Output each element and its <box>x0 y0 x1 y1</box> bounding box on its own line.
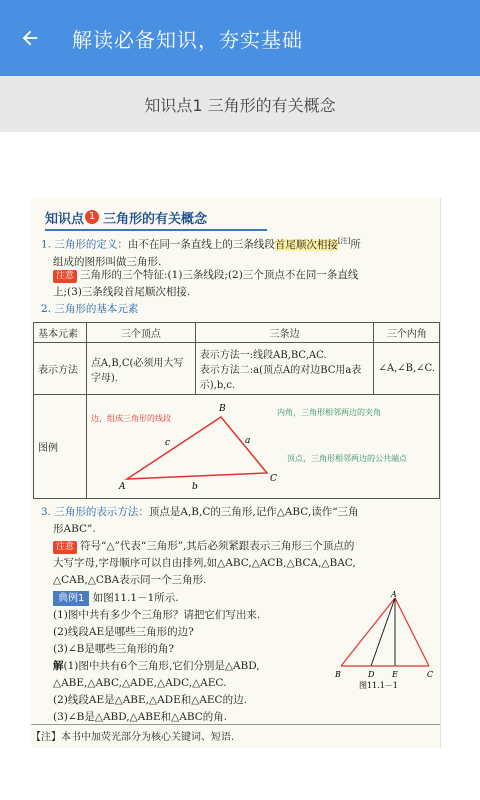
fig-label-d: D <box>368 670 375 679</box>
table-header: 三个顶点 <box>86 323 195 343</box>
notation-paragraph <box>41 504 437 538</box>
definition-text-end: 所 <box>350 238 361 251</box>
note-2 <box>53 538 437 589</box>
book-section-title <box>45 205 267 231</box>
sides-annotation: 边，组成三角形的线段 <box>90 414 171 423</box>
side-c-label: c <box>164 438 170 448</box>
vertex-annotation: 顶点，三角形相邻两边的公共端点 <box>286 454 407 463</box>
table-row-label: 图例 <box>34 395 87 499</box>
table-header: 三条边 <box>195 323 374 343</box>
note-2-line-2: 大写字母,字母顺序可以自由排列,如△ABC,△ACB,△BCA,△BAC, <box>53 557 356 569</box>
fig-caption: 图11.1－1 <box>359 681 398 690</box>
book-page-image <box>31 198 441 748</box>
note-1-line-1: 三角形的三个特征:(1)三条线段;(2)三个顶点不在同一条直线 <box>80 269 359 281</box>
notation-text-2: 形ABC”. <box>53 523 96 535</box>
example-tag: 典例1 <box>53 591 89 606</box>
section-title-text: 三角形的有关概念 <box>103 211 208 227</box>
triangle-diagram <box>87 395 437 495</box>
page-title: 解读必备知识，夯实基础 <box>72 27 303 52</box>
side-method-2: 表示方法二:a(顶点A的对边BC用a表示),b,c. <box>199 365 362 391</box>
section-header-label: 知识点1 三角形的有关概念 <box>144 95 336 115</box>
fig-label-c: C <box>427 670 434 679</box>
example-figure <box>333 590 437 690</box>
vertex-c-label: C <box>269 474 277 484</box>
solution-1: (1)图中共有6个三角形,它们分别是△ABD, <box>63 660 260 672</box>
fig-label-b: B <box>335 670 341 679</box>
table-header: 三个内角 <box>374 323 440 343</box>
side-b-label: b <box>191 482 198 492</box>
app-bar <box>0 0 480 76</box>
elements-heading: 2. 三角形的基本元素 <box>41 303 139 315</box>
note-2-line-3: △CAB,△CBA表示同一个三角形. <box>53 574 207 586</box>
solution-tag: 解 <box>53 660 64 672</box>
definition-heading: 1. 三角形的定义： <box>41 238 128 251</box>
example-intro: 如图11.1－1所示. <box>92 592 179 604</box>
section-label: 知识点 <box>45 211 85 227</box>
question-3: (3)∠B是哪些三角形的角? <box>53 643 175 655</box>
footnote-mark: [注] <box>337 237 351 245</box>
definition-paragraph <box>41 233 437 271</box>
diagram-cell <box>86 395 439 499</box>
table-cell: 点A,B,C(必须用大写字母). <box>86 343 195 395</box>
note-1-line-2: 上;(3)三条线段首尾顺次相接. <box>53 286 191 298</box>
table-cell <box>195 343 374 395</box>
angle-annotation: 内角，三角形相邻两边的夹角 <box>276 408 381 417</box>
section-number: 1 <box>85 210 99 224</box>
note-tag: 注意 <box>53 541 77 554</box>
section-header <box>0 76 480 132</box>
question-1: (1)图中共有多少个三角形？请把它们写出来. <box>53 609 261 621</box>
arrow-left-icon <box>19 27 41 49</box>
fig-label-e: E <box>392 670 398 679</box>
notation-text: 顶点是A,B,C的三角形,记作△ABC,读作“三角 <box>148 506 359 518</box>
vertex-b-label: B <box>218 404 226 414</box>
solution-3: (3)∠B是△ABD,△ABE和△ABC的角. <box>53 711 228 723</box>
solution-1b: △ABE,△ABC,△ADE,△ADC,△AEC. <box>53 677 227 689</box>
side-method-1: 表示方法一:线段AB,BC,AC. <box>199 350 327 361</box>
notation-heading: 3. 三角形的表示方法： <box>41 506 149 518</box>
footnote: 【注】本书中加荧光部分为核心关键词、短语. <box>31 724 440 743</box>
elements-table <box>33 322 440 499</box>
definition-text-2: 组成的图形叫做三角形. <box>53 255 162 268</box>
table-header: 基本元素 <box>34 323 87 343</box>
vertex-a-label: A <box>118 482 126 492</box>
note-2-line-1: 符号“△”代表“三角形”,其后必须紧跟表示三角形三个顶点的 <box>80 540 355 552</box>
example-block <box>53 590 333 726</box>
question-2: (2)线段AE是哪些三角形的边? <box>53 626 194 638</box>
note-tag: 注意 <box>53 270 77 283</box>
definition-text: 由不在同一条直线上的三条线段 <box>127 238 275 251</box>
highlight-keyword: 首尾顺次相接 <box>274 238 338 251</box>
note-1 <box>53 267 437 301</box>
side-a-label: a <box>244 436 251 446</box>
back-button[interactable] <box>2 10 58 66</box>
table-cell: ∠A,∠B,∠C. <box>374 343 440 395</box>
fig-label-a: A <box>391 590 397 599</box>
table-row-label: 表示方法 <box>34 343 87 395</box>
solution-2: (2)线段AE是△ABE,△ADE和△AEC的边. <box>53 694 247 706</box>
